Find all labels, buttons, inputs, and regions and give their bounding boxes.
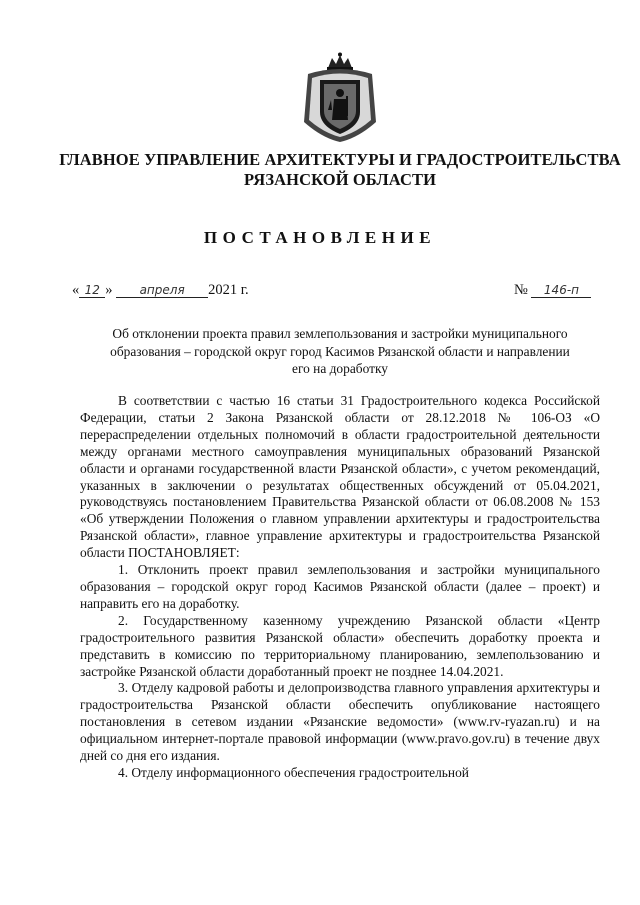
subject-line: его на доработку bbox=[292, 361, 388, 376]
document-date bbox=[72, 282, 249, 299]
document-subject bbox=[80, 325, 600, 378]
body-item-2: 2. Государственному казенному учреждению Рязанской области «Центр градостроительного развития Рязанской области» обеспечить доработку проекта и представить в комиссию по территориальному планированию, землепользованию и застройке Рязанской области доработанный проект не позднее 14.04.2021. bbox=[80, 612, 600, 679]
subject-line: образования – городской округ город Касимов Рязанской области и направлении bbox=[110, 343, 570, 359]
subject-line: Об отклонении проекта правил землепользования и застройки муниципального bbox=[112, 326, 568, 341]
body-intro-paragraph: В соответствии с частью 16 статьи 31 Градостроительного кодекса Российской Федерации, статьи 2 Закона Рязанской области от 28.12.2018 № 106-ОЗ «О перераспределении отдельных полномочий в области градостроительной деятельности между органами местного самоуправления муниципальных образований Рязанской области и органами государственной власти Рязанской области», с учетом рекомендаций, указанных в заключении о результатах общественных обсуждений от 05.04.2021, руководствуясь постановлением Правительства Рязанской области от 06.08.2008 № 153 «Об утверждении Положения о главном управлении архитектуры и градостроительства Рязанской области», главное управление архитектуры и градостроительства Рязанской области ПОСТАНОВЛЯЕТ: bbox=[80, 393, 600, 561]
document-type-title: ПОСТАНОВЛЕНИЕ bbox=[203, 228, 437, 247]
date-close-quote: » bbox=[105, 282, 113, 298]
date-day: 12 bbox=[79, 284, 105, 298]
document-number bbox=[514, 282, 591, 299]
body-item-4: 4. Отделу информационного обеспечения градостроительной bbox=[118, 764, 469, 780]
number-value: 146-п bbox=[531, 284, 591, 298]
body-item-1: 1. Отклонить проект правил землепользования и застройки муниципального образования – городской округ город Касимов Рязанской области (далее – проект) и направить его на доработку. bbox=[80, 562, 600, 611]
body-item-3: 3. Отделу кадровой работы и делопроизводства главного управления архитектуры и градостроительства Рязанской области обеспечить опубликование настоящего постановления в сетевом издании «Рязанские ведомости» (www.rv-ryazan.ru) и на официальном интернет-портале правовой информации (www.pravo.gov.ru) в течение двух дней со дня его издания. bbox=[80, 680, 600, 764]
date-month: апреля bbox=[116, 284, 208, 298]
agency-name-line1: ГЛАВНОЕ УПРАВЛЕНИЕ АРХИТЕКТУРЫ И ГРАДОСТРОИТЕЛЬСТВА bbox=[59, 150, 621, 169]
date-open-quote: « bbox=[72, 282, 80, 298]
document-body bbox=[80, 393, 600, 782]
date-year: 2021 г. bbox=[208, 282, 249, 298]
ryazan-coat-of-arms-icon bbox=[298, 52, 382, 144]
agency-name-line2: РЯЗАНСКОЙ ОБЛАСТИ bbox=[243, 170, 437, 189]
number-sign: № bbox=[514, 282, 528, 298]
